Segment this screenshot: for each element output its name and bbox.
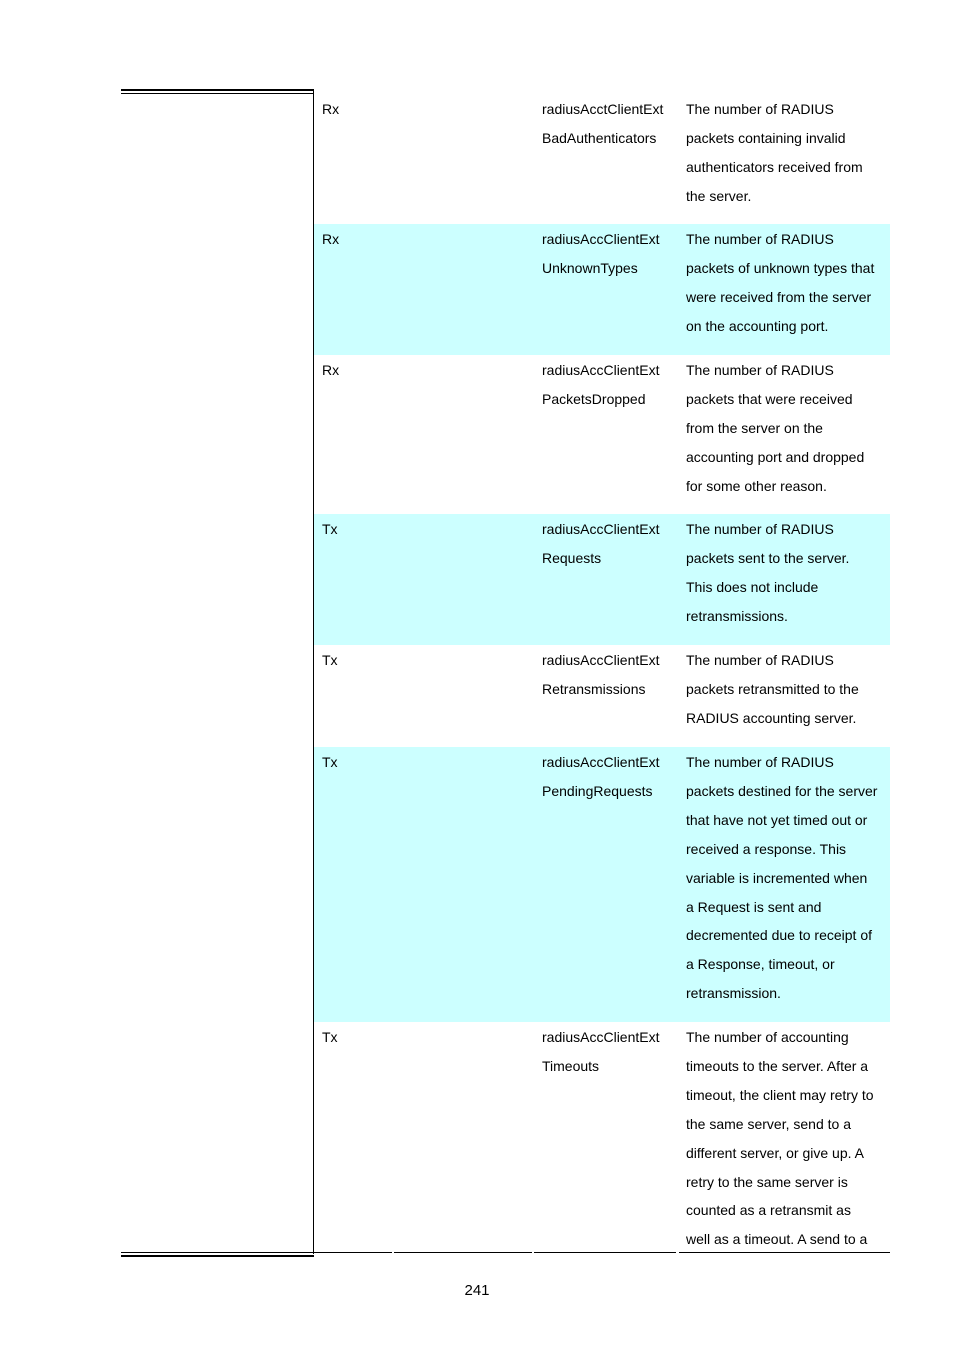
description-line: retry to the same server is: [686, 1173, 848, 1190]
description-line: the same server, send to a: [686, 1115, 851, 1132]
object-name-line: Requests: [542, 549, 602, 566]
statistics-table: [314, 94, 890, 1252]
description-cell: [686, 645, 891, 733]
description-line: The number of RADIUS: [686, 754, 834, 770]
description-cell: [686, 94, 891, 211]
object-name-line: radiusAccClientExt: [542, 754, 660, 770]
description-line: authenticators received from: [686, 158, 863, 175]
description-line: received a response. This: [686, 840, 847, 857]
description-line: that have not yet timed out or: [686, 811, 868, 828]
object-cell: [542, 94, 682, 153]
direction-cell: Tx: [322, 521, 338, 537]
description-line: on the accounting port.: [686, 317, 829, 334]
cell-bottom-border: [679, 1252, 890, 1253]
description-line: packets containing invalid: [686, 129, 846, 146]
direction-cell: Rx: [322, 362, 340, 378]
description-line: The number of RADIUS: [686, 101, 834, 117]
direction-cell: Rx: [322, 101, 340, 117]
object-cell: [542, 747, 682, 806]
description-line: The number of RADIUS: [686, 521, 834, 537]
description-cell: [686, 747, 891, 1008]
table-row: [314, 1022, 890, 1252]
cell-bottom-border: [394, 1252, 532, 1253]
object-cell: [542, 224, 682, 283]
table-row: [314, 355, 890, 514]
description-line: packets destined for the server: [686, 782, 878, 799]
description-line: a Response, timeout, or: [686, 956, 835, 973]
object-cell: [542, 514, 682, 573]
object-name-line: radiusAccClientExt: [542, 231, 660, 247]
description-line: timeouts to the server. After a: [686, 1057, 869, 1074]
object-name-line: PendingRequests: [542, 782, 653, 799]
table-row: [314, 645, 890, 747]
object-name-line: radiusAccClientExt: [542, 1029, 660, 1045]
description-line: RADIUS accounting server.: [686, 709, 857, 726]
object-name-line: radiusAccClientExt: [542, 362, 660, 378]
description-line: counted as a retransmit as: [686, 1202, 851, 1219]
description-line: from the server on the: [686, 419, 823, 436]
description-line: packets that were received: [686, 390, 853, 407]
description-line: The number of RADIUS: [686, 362, 834, 378]
object-name-line: radiusAccClientExt: [542, 521, 660, 537]
description-line: packets retransmitted to the: [686, 680, 859, 697]
object-name-line: UnknownTypes: [542, 259, 638, 276]
description-cell: [686, 514, 891, 631]
description-cell: [686, 355, 891, 501]
object-name-line: Retransmissions: [542, 680, 646, 697]
description-line: accounting port and dropped: [686, 448, 865, 465]
description-line: the server.: [686, 187, 752, 204]
table-row: [314, 224, 890, 355]
table-row: [314, 747, 890, 1022]
direction-cell: Rx: [322, 231, 340, 247]
table-row: [314, 94, 890, 224]
object-name-line: radiusAcctClientExt: [542, 101, 664, 117]
description-line: packets of unknown types that: [686, 259, 875, 276]
object-name-line: Timeouts: [542, 1057, 600, 1074]
description-line: This does not include: [686, 578, 819, 595]
description-cell: [686, 1022, 891, 1254]
cell-bottom-border: [314, 1252, 392, 1253]
table-row: [314, 514, 890, 645]
description-line: variable is incremented when: [686, 869, 868, 886]
cell-bottom-border: [534, 1252, 676, 1253]
description-line: a Request is sent and: [686, 898, 822, 915]
description-line: well as a timeout. A send to a: [686, 1231, 868, 1248]
object-name-line: BadAuthenticators: [542, 129, 657, 146]
direction-cell: Tx: [322, 1029, 338, 1045]
description-line: The number of RADIUS: [686, 231, 834, 247]
description-line: different server, or give up. A: [686, 1144, 864, 1161]
direction-cell: Tx: [322, 754, 338, 770]
description-line: for some other reason.: [686, 477, 827, 494]
object-cell: [542, 355, 682, 414]
description-line: timeout, the client may retry to: [686, 1086, 874, 1103]
description-line: The number of accounting: [686, 1029, 849, 1045]
description-line: decremented due to receipt of: [686, 927, 873, 944]
description-line: were received from the server: [686, 288, 872, 305]
description-line: retransmissions.: [686, 607, 788, 624]
table-top-rule: [121, 89, 314, 94]
page-number: 241: [464, 1282, 490, 1299]
object-cell: [542, 1022, 682, 1081]
table-bottom-rule: [121, 1252, 314, 1257]
direction-cell: Tx: [322, 652, 338, 668]
description-line: retransmission.: [686, 985, 781, 1002]
object-cell: [542, 645, 682, 704]
description-cell: [686, 224, 891, 341]
object-name-line: radiusAccClientExt: [542, 652, 660, 668]
description-line: packets sent to the server.: [686, 549, 850, 566]
object-name-line: PacketsDropped: [542, 390, 646, 407]
description-line: The number of RADIUS: [686, 652, 834, 668]
